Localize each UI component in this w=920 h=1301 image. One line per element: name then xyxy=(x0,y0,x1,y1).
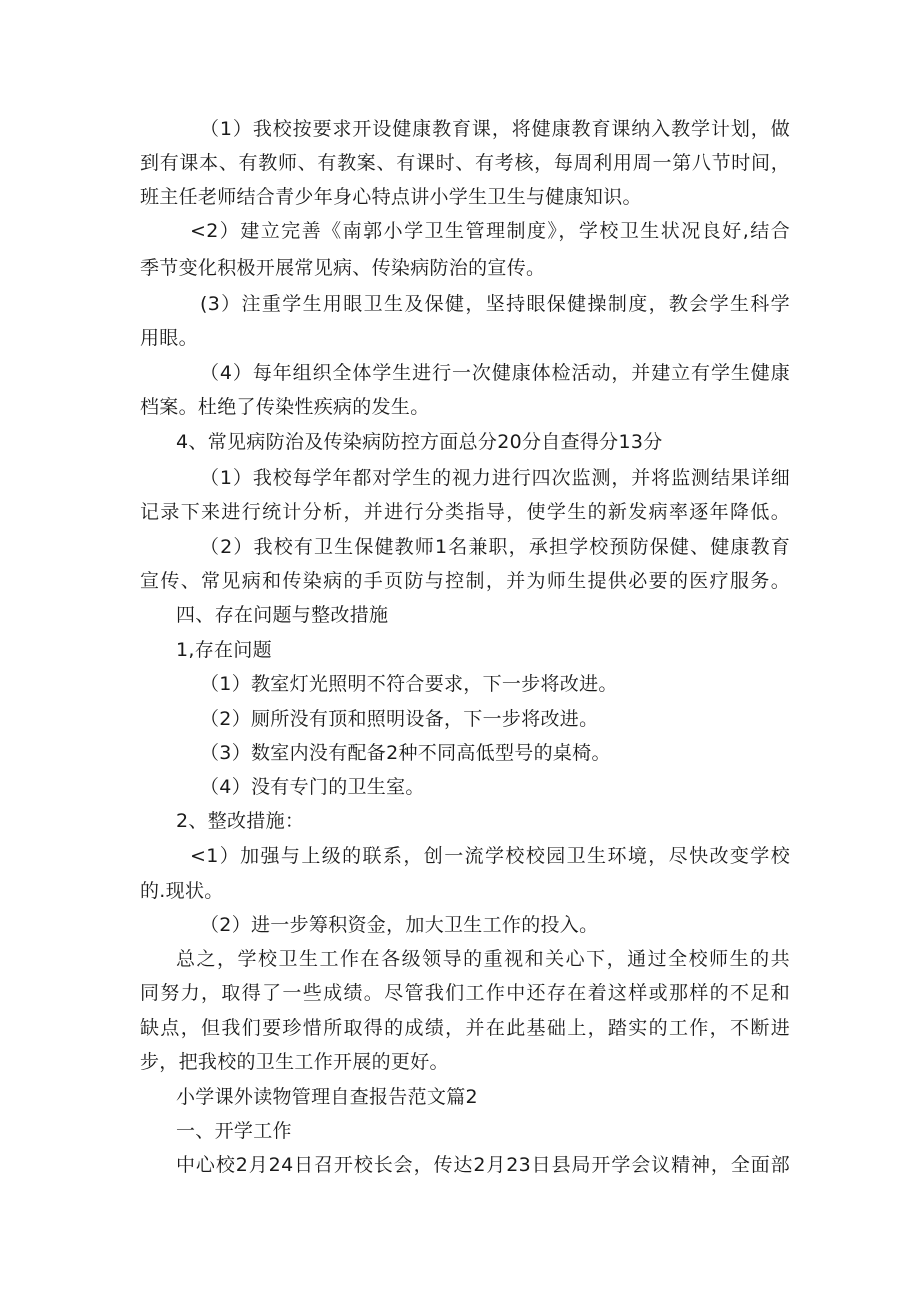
measure-item-2: （2）进一步筹积资金，加大卫生工作的投入。 xyxy=(200,914,599,936)
text-line-2: 到有课本、有教师、有教案、有课时、有考核，每周利用周一第八节时间， xyxy=(140,152,790,174)
text-line-13: （2）我校有卫生保健教师1名兼职，承担学校预防保健、健康教育 xyxy=(200,536,790,558)
summary-line-3: 缺点，但我们要珍惜所取得的成绩，并在此基础上，踏实的工作，不断进 xyxy=(140,1017,790,1039)
text-line-3: 班主任老师结合青少年身心特点讲小学生卫生与健康知识。 xyxy=(140,186,642,208)
section-heading-problems-measures: 四、存在问题与整改措施 xyxy=(176,604,389,626)
section-heading-opening: 一、开学工作 xyxy=(176,1120,292,1142)
text-line-11: （1）我校每学年都对学生的视力进行四次监测，并将监测结果详细 xyxy=(200,467,790,489)
summary-line-2: 同努力，取得了一些成绩。尽管我们工作中还存在着这样或那样的不足和 xyxy=(140,982,790,1004)
text-line-4: <2）建立完善《南郭小学卫生管理制度》，学校卫生状况良好,结合 xyxy=(190,220,790,242)
problem-item-1: （1）教室灯光照明不符合要求，下一步将改进。 xyxy=(200,673,618,695)
text-line-7: 用眼。 xyxy=(140,327,198,349)
subheading-problems: 1,存在问题 xyxy=(176,639,272,661)
problem-item-2: （2）厕所没有顶和照明设备，下一步将改进。 xyxy=(200,708,599,730)
summary-line-1: 总之，学校卫生工作在各级领导的重视和关心下，通过全校师生的共 xyxy=(176,948,790,970)
text-line-1: （1）我校按要求开设健康教育课，将健康教育课纳入教学计划，做 xyxy=(200,118,790,140)
problem-item-3: （3）数室内没有配备2种不同高低型号的桌椅。 xyxy=(200,742,611,764)
text-line-6: (3）注重学生用眼卫生及保健，坚持眼保健操制度，教会学生科学 xyxy=(200,293,790,315)
text-line-5: 季节变化积极开展常见病、传染病防治的宣传。 xyxy=(140,257,546,279)
article-title-2: 小学课外读物管理自查报告范文篇2 xyxy=(176,1086,478,1108)
text-line-12: 记录下来进行统计分析，并进行分类指导，使学生的新发病率逐年降低。 xyxy=(140,501,790,523)
problem-item-4: （4）没有专门的卫生室。 xyxy=(200,776,425,798)
subheading-measures: 2、整改措施： xyxy=(176,810,305,832)
section-heading-4: 4、常见病防治及传染病防控方面总分20分自查得分13分 xyxy=(176,431,663,453)
text-line-14: 宣传、常见病和传染病的手页防与控制，并为师生提供必要的医疗服务。 xyxy=(140,570,790,592)
text-line-9: 档案。杜绝了传染性疾病的发生。 xyxy=(140,396,430,418)
text-line-8: （4）每年组织全体学生进行一次健康体检活动，并建立有学生健康 xyxy=(200,362,790,384)
summary-line-4: 步，把我校的卫生工作开展的更好。 xyxy=(140,1051,449,1073)
text-line-last: 中心校2月24日召开校长会，传达2月23日县局开学会议精神，全面部 xyxy=(176,1154,790,1176)
measure-item-1: <1）加强与上级的联系，创一流学校校园卫生环境，尽快改变学校 xyxy=(190,845,790,867)
measure-item-1-cont: 的.现状。 xyxy=(140,880,224,902)
